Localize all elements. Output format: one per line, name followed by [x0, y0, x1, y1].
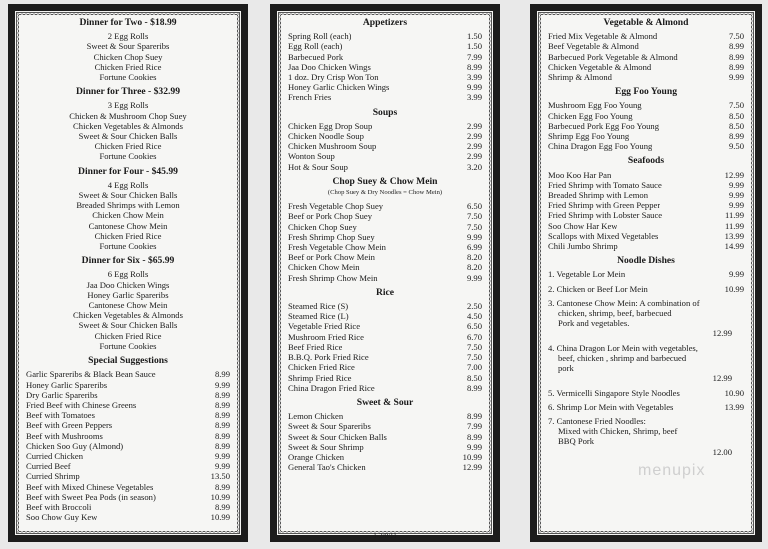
- menu-item: [288, 72, 482, 82]
- menu-item: [288, 131, 482, 141]
- menu-item-name: Fresh Shrimp Chow Mein: [288, 272, 378, 283]
- menu-item-name: Barbecued Pork Egg Foo Young: [548, 120, 660, 131]
- menu-item-name: Curried Beef: [26, 461, 71, 472]
- menu-item: [26, 420, 230, 430]
- menu-item: [548, 141, 744, 151]
- menu-item: [548, 121, 744, 131]
- menu-item-price: 8.99: [214, 430, 230, 441]
- menu-item: [288, 332, 482, 342]
- menu-item-price: 8.99: [466, 61, 482, 72]
- menu-item-price: 1.50: [466, 31, 482, 42]
- menu-item-price: 10.99: [462, 451, 482, 462]
- noodle-line: [548, 269, 744, 279]
- menu-item-price: 7.50: [466, 211, 482, 222]
- menu-item: [548, 210, 744, 220]
- menu-item-name: Chicken Egg Foo Young: [548, 110, 633, 121]
- menu-item-name: 5. Vermicelli Singapore Style Noodles: [548, 387, 680, 398]
- menu-item-name: Beef with Mushrooms: [26, 430, 103, 441]
- menu-item-name: 3. Cantonese Chow Mein: A combination of: [548, 297, 700, 308]
- menu-item-name: Hot & Sour Soup: [288, 161, 348, 172]
- menu-item: [548, 72, 744, 82]
- menu-item-name: Beef or Pork Chop Suey: [288, 211, 373, 222]
- menu-item-name: Chicken Mushroom Soup: [288, 141, 377, 152]
- menu-item-name: Curried Chicken: [26, 450, 84, 461]
- dinner-item: Sweet & Sour Chicken Balls: [78, 320, 178, 331]
- panel-right-content: [548, 18, 744, 461]
- menu-item-price: 7.50: [466, 221, 482, 232]
- menu-item: [26, 512, 230, 522]
- section-title: Noodle Dishes: [617, 255, 675, 267]
- section-title: Appetizers: [362, 17, 408, 28]
- menu-item-description: Pork and vegetables.: [558, 318, 630, 329]
- menu-item-price: 9.50: [728, 141, 744, 152]
- menu-item-name: Beef with Sweet Pea Pods (in season): [26, 491, 156, 502]
- menu-item-name: Beef with Green Peppers: [26, 420, 113, 431]
- menu-item: [288, 373, 482, 383]
- menu-item-description: beef, chicken , shrimp and barbecued: [558, 352, 687, 363]
- menu-item-price: 9.99: [728, 190, 744, 201]
- menu-item-name: Fried Beef with Chinese Greens: [26, 399, 137, 410]
- menu-item-name: Vegetable Fried Rice: [288, 321, 361, 332]
- menu-item-name: Egg Roll (each): [288, 41, 343, 52]
- menu-item-name: Fried Mix Vegetable & Almond: [548, 31, 658, 42]
- menu-item-price: 7.50: [728, 31, 744, 42]
- menu-item-price: 14.99: [724, 241, 744, 252]
- menu-item: [26, 502, 230, 512]
- menu-item: [288, 462, 482, 472]
- menu-item: [548, 41, 744, 51]
- menu-panel-right: [530, 4, 762, 542]
- menu-item-price: 2.99: [466, 131, 482, 142]
- menu-item-name: Chicken Soo Guy (Almond): [26, 440, 124, 451]
- menu-item-price: 8.99: [728, 131, 744, 142]
- menu-item-price: 2.99: [466, 120, 482, 131]
- menu-item-price: 9.99: [466, 231, 482, 242]
- menu-item-price: 8.99: [214, 501, 230, 512]
- menu-item-price: 8.99: [214, 440, 230, 451]
- menu-item: [26, 369, 230, 379]
- menu-item-name: Beef Vegetable & Almond: [548, 41, 639, 52]
- menu-item: [288, 411, 482, 421]
- menu-item-price: 2.99: [466, 141, 482, 152]
- menu-item: [288, 151, 482, 161]
- menu-item-price: 8.99: [728, 41, 744, 52]
- section-title: Special Suggestions: [88, 355, 168, 367]
- menu-item: [288, 62, 482, 72]
- menu-item-name: Chicken Chow Mein: [288, 262, 360, 273]
- menu-item-price: 7.50: [466, 341, 482, 352]
- dinner-title: Dinner for Three - $32.99: [75, 86, 181, 98]
- panel-middle-content: [288, 18, 482, 472]
- menu-item-price: 11.99: [724, 220, 744, 231]
- menu-item-price: 4.50: [466, 311, 482, 322]
- menu-item: [26, 380, 230, 390]
- dinner-item: 4 Egg Rolls: [107, 179, 149, 190]
- menu-item-name: Fresh Vegetable Chop Suey: [288, 201, 384, 212]
- menu-item-price: 10.90: [724, 387, 744, 398]
- noodle-item: [548, 269, 744, 279]
- menu-item-description: Mixed with Chicken, Shrimp, beef: [558, 426, 678, 437]
- menu-item: [26, 431, 230, 441]
- menu-item-price: 9.99: [728, 200, 744, 211]
- menu-item-price: 9.99: [466, 272, 482, 283]
- menu-item-price: 8.99: [214, 481, 230, 492]
- menu-item-price: 2.50: [466, 301, 482, 312]
- dinner-item: Cantonese Chow Mein: [88, 300, 168, 311]
- menu-item: [26, 400, 230, 410]
- dinner-item: Chicken Fried Rice: [94, 330, 162, 341]
- menu-item-name: Fried Shrimp with Lobster Sauce: [548, 210, 663, 221]
- menu-panel-middle: [270, 4, 500, 542]
- menu-item: [548, 190, 744, 200]
- menu-item-price: 12.00: [712, 446, 732, 457]
- menu-item-name: Fried Shrimp with Tomato Sauce: [548, 179, 662, 190]
- menu-item-name: Fresh Vegetable Chow Mein: [288, 242, 386, 253]
- dinner-item: Chicken & Mushroom Chop Suey: [69, 110, 187, 121]
- menu-item-name: Beef with Broccoli: [26, 501, 92, 512]
- menu-item-name: General Tao's Chicken: [288, 462, 366, 473]
- noodle-line: [548, 402, 744, 412]
- menu-item-name: 6. Shrimp Lor Mein with Vegetables: [548, 401, 674, 412]
- menu-item-price: 12.99: [462, 462, 482, 473]
- menu-item: [548, 31, 744, 41]
- menu-item: [288, 262, 482, 272]
- menu-item-price: 9.99: [214, 379, 230, 390]
- menu-item: [288, 242, 482, 252]
- menu-item-price: 6.50: [466, 201, 482, 212]
- menu-item-price: 6.99: [466, 242, 482, 253]
- menu-item: [288, 41, 482, 51]
- menu-item: [288, 301, 482, 311]
- dinner-item: Honey Garlic Spareribs: [87, 289, 169, 300]
- menu-item-price: 8.50: [466, 372, 482, 383]
- menu-item-price: 10.99: [210, 512, 230, 523]
- section-note: (Chop Suey & Dry Noodles = Chow Mein): [327, 189, 443, 197]
- menu-item-name: Shrimp & Almond: [548, 72, 612, 83]
- menu-item: [26, 390, 230, 400]
- menu-item-name: Chicken Chop Suey: [288, 221, 357, 232]
- dinner-title: Dinner for Two - $18.99: [79, 17, 177, 28]
- menu-item-name: Shrimp Fried Rice: [288, 372, 352, 383]
- menu-item-price: 8.99: [466, 382, 482, 393]
- menu-item-name: Jaa Doo Chicken Wings: [288, 61, 371, 72]
- menu-item-price: 8.99: [728, 61, 744, 72]
- menu-item-price: 7.99: [466, 51, 482, 62]
- dinner-item: Fortune Cookies: [99, 151, 157, 162]
- menu-item-price: 8.99: [214, 389, 230, 400]
- menu-panel-left: [8, 4, 248, 542]
- menu-item-name: 4. China Dragon Lor Mein with vegetables,: [548, 342, 698, 353]
- menu-item-price: 9.99: [728, 72, 744, 83]
- dinner-item: 3 Egg Rolls: [107, 100, 149, 111]
- menu-item: [548, 100, 744, 110]
- dinner-title: Dinner for Six - $65.99: [81, 255, 175, 267]
- menu-item: [288, 211, 482, 221]
- menu-item-price: 11.99: [724, 210, 744, 221]
- dinner-item: Chicken Chop Suey: [93, 51, 163, 62]
- menu-item-price: 12.99: [712, 373, 732, 384]
- noodle-line: [548, 388, 744, 398]
- menu-item-name: Beef or Pork Chow Mein: [288, 252, 375, 263]
- noodle-item: [548, 343, 744, 384]
- menu-item: [288, 421, 482, 431]
- menu-item-name: Lemon Chicken: [288, 411, 344, 422]
- menu-item-price: 8.99: [214, 399, 230, 410]
- menu-item-name: Shrimp Egg Foo Young: [548, 131, 630, 142]
- menu-item-name: 1. Vegetable Lor Mein: [548, 269, 626, 280]
- menu-item: [548, 241, 744, 251]
- menu-item-name: Mushroom Fried Rice: [288, 331, 364, 342]
- menu-item-name: Dry Garlic Spareribs: [26, 389, 98, 400]
- panel-left-content: [26, 18, 230, 522]
- menu-item-name: Scallops with Mixed Vegetables: [548, 230, 659, 241]
- menu-item: [548, 52, 744, 62]
- menu-item-name: Chicken Noodle Soup: [288, 131, 364, 142]
- noodle-item: [548, 388, 744, 398]
- menu-item: [26, 471, 230, 481]
- menu-item-name: Sweet & Sour Chicken Balls: [288, 431, 387, 442]
- dinner-item: Breaded Shrimps with Lemon: [76, 200, 180, 211]
- menu-item-name: Wonton Soup: [288, 151, 335, 162]
- menu-item-name: Spring Roll (each): [288, 31, 352, 42]
- page-footer-code: 1-2/0/11: [373, 532, 397, 540]
- dinner-title: Dinner for Four - $45.99: [78, 165, 178, 177]
- menu-item-price: 2.99: [466, 151, 482, 162]
- section-title: Soups: [372, 106, 398, 118]
- menu-item-description: chicken, shrimp, beef, barbecued: [558, 308, 672, 319]
- menu-item-price: 12.99: [724, 169, 744, 180]
- dinner-item: Chicken Fried Rice: [94, 61, 162, 72]
- menu-item-price: 7.99: [466, 421, 482, 432]
- menu-item-price: 6.50: [466, 321, 482, 332]
- menu-item-name: Steamed Rice (S): [288, 301, 349, 312]
- menu-item-name: Chicken Egg Drop Soup: [288, 120, 373, 131]
- menu-item: [288, 321, 482, 331]
- menu-item-price: 9.99: [214, 450, 230, 461]
- section-title: Egg Foo Young: [614, 86, 678, 98]
- menu-item: [288, 383, 482, 393]
- menu-item: [26, 482, 230, 492]
- dinner-item: Sweet & Sour Chicken Balls: [78, 131, 178, 142]
- menu-item-name: Mushroom Egg Foo Young: [548, 100, 642, 111]
- menu-item: [548, 231, 744, 241]
- menu-item-price: 3.20: [466, 161, 482, 172]
- menu-item-price: 8.99: [214, 420, 230, 431]
- menu-item-name: Beef with Tomatoes: [26, 410, 95, 421]
- noodle-item: [548, 416, 744, 457]
- menu-item-price: 8.99: [728, 51, 744, 62]
- menu-item: [548, 180, 744, 190]
- menu-item-price: 3.99: [466, 92, 482, 103]
- menu-item-price: 8.99: [466, 411, 482, 422]
- noodle-line: [548, 284, 744, 294]
- menu-item-name: Soo Chow Har Kew: [548, 220, 618, 231]
- menu-item-price: 6.70: [466, 331, 482, 342]
- section-title: Vegetable & Almond: [603, 17, 689, 28]
- menu-item-name: Honey Garlic Spareribs: [26, 379, 108, 390]
- menu-item: [548, 131, 744, 141]
- menu-item-price: 7.50: [466, 352, 482, 363]
- menu-item: [288, 92, 482, 102]
- menu-item-price: 9.99: [728, 179, 744, 190]
- menu-item-name: Sweet & Sour Shrimp: [288, 441, 364, 452]
- menu-item-name: Chili Jumbo Shrimp: [548, 241, 618, 252]
- menu-item-description: pork: [558, 363, 574, 374]
- menu-item: [548, 170, 744, 180]
- menu-item-name: B.B.Q. Pork Fried Rice: [288, 352, 369, 363]
- menu-item-name: Barbecued Pork Vegetable & Almond: [548, 51, 678, 62]
- menu-item-price: 13.99: [724, 401, 744, 412]
- menu-item-price: 8.20: [466, 252, 482, 263]
- menu-item: [288, 141, 482, 151]
- menu-item-name: Fresh Shrimp Chop Suey: [288, 231, 375, 242]
- menu-item: [288, 52, 482, 62]
- dinner-item: 2 Egg Rolls: [107, 31, 149, 42]
- menu-item: [288, 252, 482, 262]
- watermark: menupix: [638, 462, 706, 479]
- dinner-item: Chicken Chow Mein: [92, 210, 164, 221]
- menu-item-price: 8.20: [466, 262, 482, 273]
- menu-item: [288, 232, 482, 242]
- menu-item-name: Fried Shrimp with Green Pepper: [548, 200, 661, 211]
- menu-item-name: Sweet & Sour Spareribs: [288, 421, 371, 432]
- menu-item: [288, 82, 482, 92]
- menu-item-price: 13.50: [210, 471, 230, 482]
- dinner-item: Chicken Fried Rice: [94, 141, 162, 152]
- menu-item-name: China Dragon Fried Rice: [288, 382, 375, 393]
- section-title: Sweet & Sour: [356, 396, 414, 408]
- menu-item-price: 8.50: [728, 110, 744, 121]
- menu-item: [288, 352, 482, 362]
- menu-item: [288, 452, 482, 462]
- dinner-item: Sweet & Sour Spareribs: [86, 41, 170, 52]
- menu-item-price: 9.99: [728, 269, 744, 280]
- menu-item: [548, 200, 744, 210]
- noodle-item: [548, 298, 744, 339]
- menu-item-name: Chicken Vegetable & Almond: [548, 61, 652, 72]
- menu-item: [288, 222, 482, 232]
- menu-item-description: BBQ Pork: [558, 436, 595, 447]
- menu-item-price: 9.99: [466, 441, 482, 452]
- menu-item: [288, 121, 482, 131]
- dinner-item: Fortune Cookies: [99, 241, 157, 252]
- menu-item: [26, 492, 230, 502]
- menu-item: [288, 432, 482, 442]
- menu-item-price: 7.00: [466, 362, 482, 373]
- menu-item: [26, 441, 230, 451]
- menu-item-name: Breaded Shrimp with Lemon: [548, 190, 649, 201]
- dinner-item: Fortune Cookies: [99, 340, 157, 351]
- dinner-item: Fortune Cookies: [99, 72, 157, 83]
- menu-item-name: China Dragon Egg Foo Young: [548, 141, 653, 152]
- dinner-item: Chicken Vegetables & Almonds: [73, 310, 183, 321]
- menu-item: [288, 273, 482, 283]
- menu-item: [288, 31, 482, 41]
- menu-item: [288, 311, 482, 321]
- menu-item-price: 9.99: [466, 82, 482, 93]
- menu-item-name: Beef Fried Rice: [288, 341, 343, 352]
- menu-item-price: 7.50: [728, 100, 744, 111]
- menu-item-price: 8.99: [214, 410, 230, 421]
- menu-item-price: 1.50: [466, 41, 482, 52]
- menu-item-name: 7. Cantonese Fried Noodles:: [548, 415, 646, 426]
- menu-item-name: French Fries: [288, 92, 332, 103]
- menu-item: [26, 451, 230, 461]
- menu-item: [288, 442, 482, 452]
- menu-item-price: 8.99: [214, 369, 230, 380]
- dinner-item: Jaa Doo Chicken Wings: [86, 279, 170, 290]
- menu-item: [548, 62, 744, 72]
- menu-item-price: 10.99: [724, 283, 744, 294]
- menu-item-price: 8.99: [466, 431, 482, 442]
- menu-item-name: 1 doz. Dry Crisp Won Ton: [288, 72, 379, 83]
- menu-item-price: 10.99: [210, 491, 230, 502]
- menu-item-name: Chicken Fried Rice: [288, 362, 355, 373]
- menu-item-price: 8.50: [728, 120, 744, 131]
- dinner-item: Chicken Fried Rice: [94, 230, 162, 241]
- menu-item-name: Beef with Mixed Chinese Vegetables: [26, 481, 154, 492]
- dinner-item: Sweet & Sour Chicken Balls: [78, 190, 178, 201]
- menu-item-name: Soo Chow Guy Kew: [26, 512, 98, 523]
- noodle-item: [548, 402, 744, 412]
- dinner-item: 6 Egg Rolls: [107, 269, 149, 280]
- menu-item-name: Orange Chicken: [288, 451, 345, 462]
- menu-item: [26, 410, 230, 420]
- menu-item-price: 3.99: [466, 72, 482, 83]
- menu-item: [548, 221, 744, 231]
- menu-item-name: Moo Koo Har Pan: [548, 169, 612, 180]
- menu-item-price: 9.99: [214, 461, 230, 472]
- dinner-item: Cantonese Chow Mein: [88, 220, 168, 231]
- menu-item: [288, 162, 482, 172]
- noodle-item: [548, 284, 744, 294]
- menu-item-price: 13.99: [724, 230, 744, 241]
- dinner-item: Chicken Vegetables & Almonds: [73, 120, 183, 131]
- menu-item-name: Honey Garlic Chicken Wings: [288, 82, 390, 93]
- menu-item-name: Barbecued Pork: [288, 51, 344, 62]
- section-title: Chop Suey & Chow Mein: [332, 175, 438, 187]
- menu-item-name: Curried Shrimp: [26, 471, 80, 482]
- menu-item: [288, 362, 482, 372]
- menu-item: [288, 342, 482, 352]
- menu-item: [26, 461, 230, 471]
- menu-item-name: 2. Chicken or Beef Lor Mein: [548, 283, 648, 294]
- section-title: Rice: [375, 286, 395, 298]
- menu-item-name: Garlic Spareribs & Black Bean Sauce: [26, 369, 156, 380]
- section-title: Seafoods: [627, 155, 665, 167]
- menu-item-name: Steamed Rice (L): [288, 311, 349, 322]
- menu-item: [288, 201, 482, 211]
- menu-item-price: 12.99: [712, 328, 732, 339]
- menu-item: [548, 111, 744, 121]
